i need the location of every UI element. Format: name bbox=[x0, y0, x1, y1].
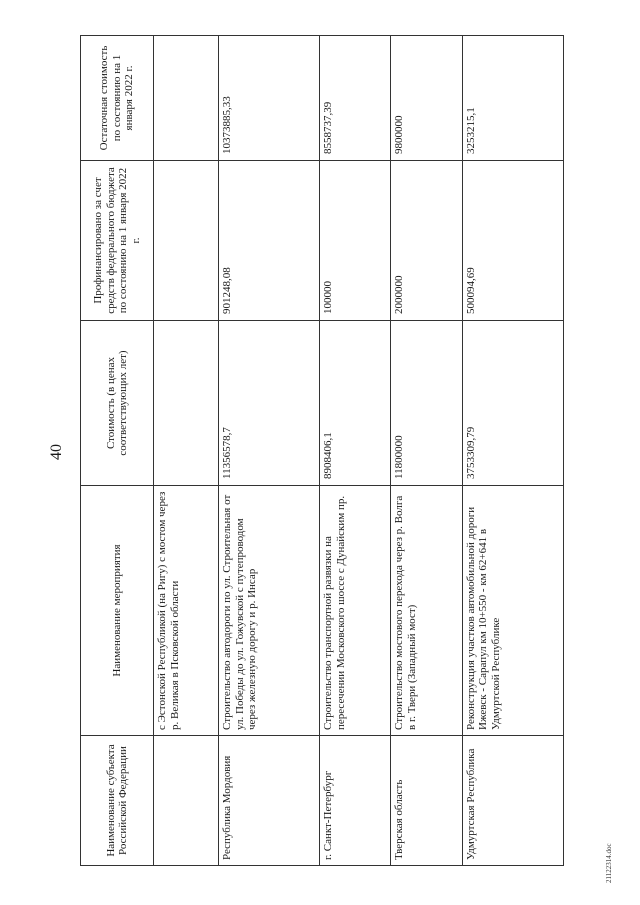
cell-subject: Республика Мордовия bbox=[219, 736, 320, 866]
cell-financed: 500094,69 bbox=[462, 161, 563, 321]
cell-financed: 100000 bbox=[320, 161, 391, 321]
header-financed: Профинансировано за счет средств федерального бюджета по состоянию на 1 января 2022 г. bbox=[81, 161, 154, 321]
cell-event: Строительство мостового перехода через р. Волга в г. Твери (Западный мост) bbox=[391, 486, 462, 736]
cell-subject: Тверская область bbox=[391, 736, 462, 866]
table-header-row bbox=[81, 36, 154, 866]
header-cost: Стоимость (в ценах соответствующих лет) bbox=[81, 321, 154, 486]
cell-event: Строительство автодороги по ул. Строительная от ул. Победы до ул. Гожувской с путепроводом через железную дорогу и р. Инсар bbox=[219, 486, 320, 736]
cell-event: Строительство транспортной развязки на пересечении Московского шоссе с Дунайским пр. bbox=[320, 486, 391, 736]
table-row bbox=[462, 36, 563, 866]
header-subject: Наименование субъекта Российской Федерации bbox=[81, 736, 154, 866]
table-row bbox=[320, 36, 391, 866]
cell-subject: Удмуртская Республика bbox=[462, 736, 563, 866]
investment-table bbox=[80, 35, 564, 866]
cell-cost: 11800000 bbox=[391, 321, 462, 486]
footer-document-code: 21122314.doc bbox=[605, 843, 613, 883]
cell-residual: 8558737,39 bbox=[320, 36, 391, 161]
header-event: Наименование мероприятия bbox=[81, 486, 154, 736]
cell-residual: 3253215,1 bbox=[462, 36, 563, 161]
rotated-table-container bbox=[80, 36, 564, 866]
cell-subject: г. Санкт-Петербург bbox=[320, 736, 391, 866]
cell-cost: 3753309,79 bbox=[462, 321, 563, 486]
cell-financed bbox=[154, 161, 219, 321]
table-row bbox=[154, 36, 219, 866]
header-residual: Остаточная стоимость по состоянию на 1 января 2022 г. bbox=[81, 36, 154, 161]
cell-subject bbox=[154, 736, 219, 866]
cell-event: Реконструкция участков автомобильной дороги Ижевск - Сарапул км 10+550 - км 62+641 в Удмуртской Республике bbox=[462, 486, 563, 736]
cell-cost: 8908406,1 bbox=[320, 321, 391, 486]
cell-event: с Эстонской Республикой (на Ригу) с мостом через р. Великая в Псковской области bbox=[154, 486, 219, 736]
table-row bbox=[391, 36, 462, 866]
cell-residual: 9800000 bbox=[391, 36, 462, 161]
table-row bbox=[219, 36, 320, 866]
cell-cost bbox=[154, 321, 219, 486]
cell-residual: 10373885,33 bbox=[219, 36, 320, 161]
cell-cost: 11356578,7 bbox=[219, 321, 320, 486]
cell-financed: 2000000 bbox=[391, 161, 462, 321]
cell-residual bbox=[154, 36, 219, 161]
page-number: 40 bbox=[48, 444, 65, 460]
cell-financed: 901248,08 bbox=[219, 161, 320, 321]
